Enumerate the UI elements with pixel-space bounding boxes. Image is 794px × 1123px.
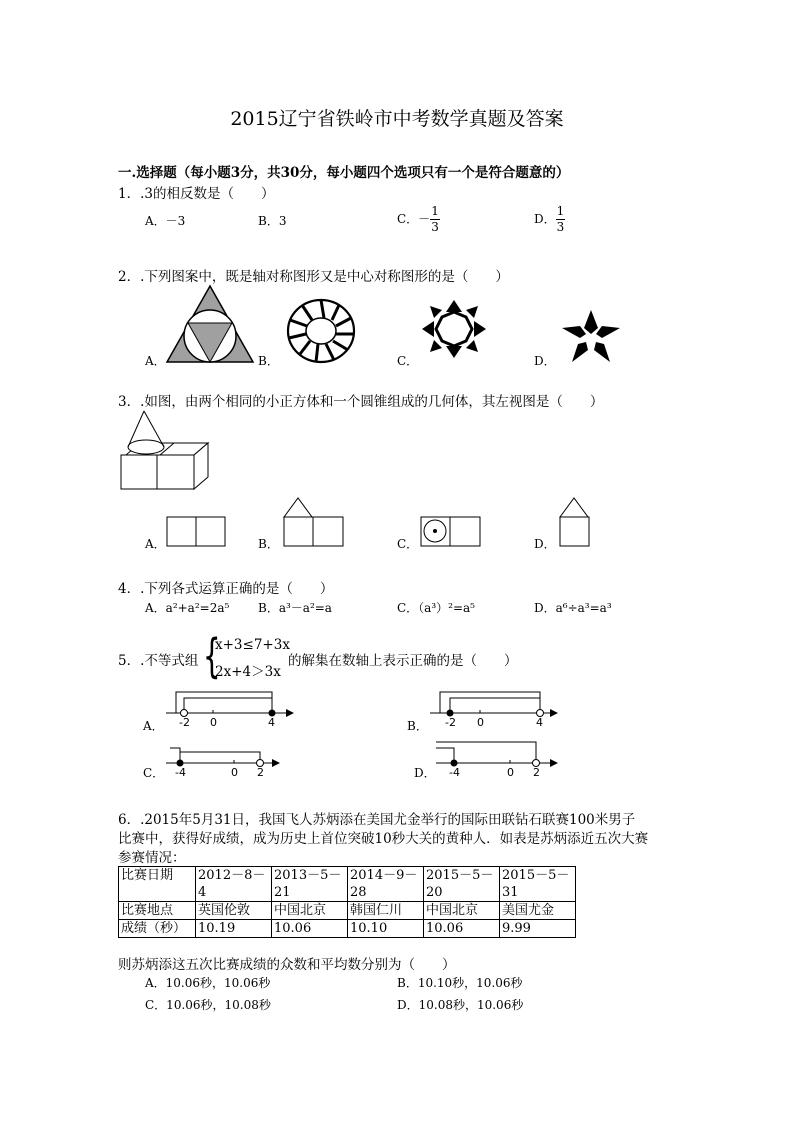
table-cell: 10.10 — [348, 920, 424, 938]
table-cell: 2013－5－21 — [272, 867, 348, 902]
table-cell: 比赛地点 — [119, 902, 196, 920]
q5-option-b[interactable]: B． — [407, 719, 428, 733]
q5-numberline-c — [166, 738, 282, 782]
q2-option-c[interactable]: C． — [397, 354, 419, 368]
q5-inequality-1: x+3≤7+3x — [215, 637, 290, 653]
q6-option-a[interactable]: A．10.06秒，10.06秒 — [145, 976, 271, 990]
q1-fraction-c — [430, 204, 440, 235]
q3-view-b — [283, 496, 345, 548]
table-cell: 中国北京 — [272, 902, 348, 920]
q3-option-a[interactable]: A． — [145, 537, 166, 551]
q2-option-a[interactable]: A． — [145, 354, 166, 368]
q4-option-c[interactable]: C．（a³）²=a⁵ — [397, 601, 475, 615]
q1-option-b[interactable]: B．3 — [258, 214, 287, 228]
q1-fraction-c-den: 3 — [431, 220, 439, 234]
table-cell: 2015－5－31 — [500, 867, 576, 902]
q4-option-a[interactable]: A．a²+a²=2a⁵ — [145, 601, 230, 615]
q5-numberline-d — [436, 738, 560, 782]
q1-option-c[interactable] — [397, 204, 440, 235]
q2-stem: 2．.下列图案中，既是轴对称图形又是中心对称图形的是（ ） — [118, 269, 509, 285]
q5-option-a[interactable]: A． — [143, 719, 164, 733]
q5-option-d[interactable]: D． — [414, 766, 436, 780]
q5-c-tick-3: 2 — [257, 766, 264, 779]
q3-option-c[interactable]: C． — [397, 537, 419, 551]
q1-option-c-prefix: C．－ — [397, 212, 431, 226]
table-cell: 9.99 — [500, 920, 576, 938]
q2-figure-d-star — [560, 308, 622, 364]
page-title: 2015辽宁省铁岭市中考数学真题及答案 — [230, 108, 564, 130]
q4-option-d[interactable]: D．a⁶÷a³=a³ — [534, 601, 612, 615]
table-cell: 英国伦敦 — [196, 902, 272, 920]
results-table — [118, 866, 576, 938]
q5-b-tick-1: -2 — [445, 716, 456, 729]
q3-view-d — [559, 496, 591, 548]
q5-d-tick-1: -4 — [449, 766, 460, 779]
table-row — [119, 867, 576, 902]
table-cell: 美国尤金 — [500, 902, 576, 920]
q5-stem-post: 的解集在数轴上表示正确的是（ ） — [288, 653, 518, 669]
q2-option-d[interactable]: D． — [534, 354, 556, 368]
q1-option-a[interactable]: A．－3 — [145, 214, 186, 228]
q5-d-tick-2: 0 — [507, 766, 514, 779]
table-cell: 中国北京 — [424, 902, 500, 920]
q3-view-a — [166, 516, 226, 548]
q5-option-c[interactable]: C． — [143, 766, 165, 780]
q5-brace: { — [203, 629, 221, 683]
q6-line-3: 参赛情况： — [118, 850, 186, 866]
q1-fraction-c-num: 1 — [431, 204, 439, 218]
q5-numberline-b — [430, 688, 560, 732]
table-cell: 比赛日期 — [119, 867, 196, 902]
q5-b-tick-3: 4 — [536, 716, 543, 729]
table-cell: 韩国仁川 — [348, 902, 424, 920]
q6-line-2: 比赛中，获得好成绩，成为历史上首位突破10秒大关的黄种人．如表是苏炳添近五次大赛 — [118, 831, 649, 847]
q5-d-tick-3: 2 — [533, 766, 540, 779]
q5-a-tick-2: 0 — [210, 716, 217, 729]
q5-stem-pre: 5．.不等式组 — [118, 653, 199, 669]
table-cell: 10.06 — [272, 920, 348, 938]
table-cell: 2015－5－20 — [424, 867, 500, 902]
q5-c-tick-2: 0 — [231, 766, 238, 779]
q1-fraction-d — [556, 204, 566, 235]
q5-c-tick-1: -4 — [175, 766, 186, 779]
table-cell: 成绩（秒） — [119, 920, 196, 938]
q5-inequality-2: 2x+4＞3x — [215, 664, 281, 680]
q5-numberline-a — [166, 688, 296, 732]
q2-figure-b-swirl — [286, 298, 356, 364]
q6-question: 则苏炳添这五次比赛成绩的众数和平均数分别为（ ） — [118, 957, 456, 973]
q3-option-d[interactable]: D． — [534, 537, 556, 551]
q2-figure-a-triangle-circle — [165, 284, 255, 364]
q3-option-b[interactable]: B． — [258, 537, 279, 551]
q4-stem: 4．.下列各式运算正确的是（ ） — [118, 581, 334, 597]
q6-option-c[interactable]: C．10.06秒，10.08秒 — [145, 998, 271, 1012]
q5-b-tick-2: 0 — [477, 716, 484, 729]
q1-option-d[interactable] — [534, 204, 565, 235]
q1-fraction-d-den: 3 — [556, 220, 565, 234]
table-cell: 2012－8－4 — [196, 867, 272, 902]
q6-option-b[interactable]: B．10.10秒，10.06秒 — [397, 976, 523, 990]
q4-option-b[interactable]: B．a³－a²=a — [258, 601, 332, 615]
table-row — [119, 902, 576, 920]
table-cell: 10.19 — [196, 920, 272, 938]
q1-stem: 1．.3的相反数是（ ） — [118, 186, 275, 202]
q5-a-tick-1: -2 — [179, 716, 190, 729]
q6-line-1: 6．.2015年5月31日，我国飞人苏炳添在美国尤金举行的国际田联钻石联赛100米男子 — [118, 812, 636, 828]
q1-fraction-d-num: 1 — [556, 204, 565, 218]
q5-a-tick-3: 4 — [268, 716, 275, 729]
q6-option-d[interactable]: D．10.08秒，10.06秒 — [397, 998, 524, 1012]
table-row — [119, 920, 576, 938]
q2-option-b[interactable]: B． — [258, 354, 279, 368]
q3-stem: 3．.如图，由两个相同的小正方体和一个圆锥组成的几何体，其左视图是（ ） — [118, 394, 604, 410]
section-heading: 一.选择题（每小题3分，共30分，每小题四个选项只有一个是符合题意的） — [118, 165, 570, 181]
q1-option-d-prefix: D． — [534, 212, 556, 226]
q3-view-c — [420, 516, 482, 548]
q3-figure-solid — [118, 409, 208, 491]
table-cell: 2014－9－28 — [348, 867, 424, 902]
table-cell: 10.06 — [424, 920, 500, 938]
q2-figure-c-arrow-ring — [420, 298, 488, 360]
